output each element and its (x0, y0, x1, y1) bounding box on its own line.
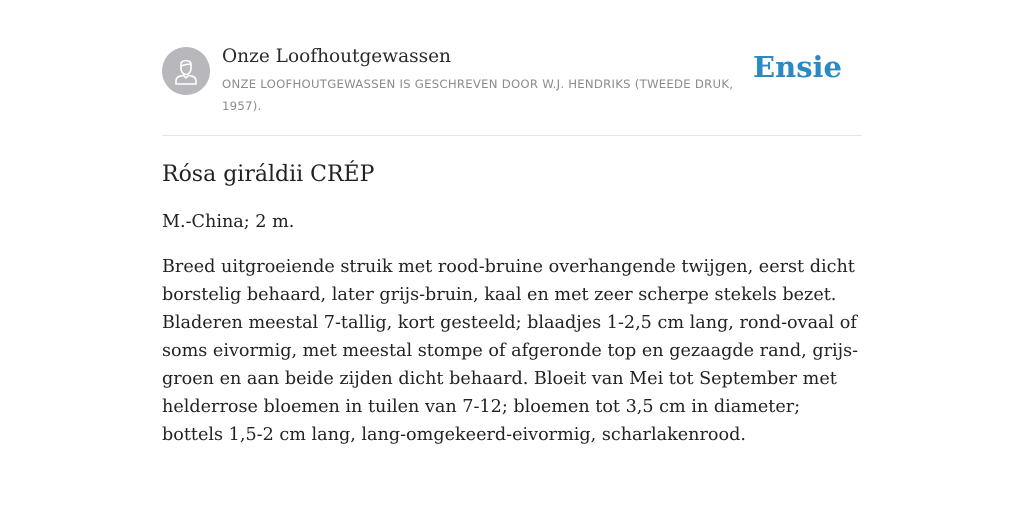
source-title[interactable]: Onze Loofhoutgewassen (222, 46, 451, 67)
entry-content (162, 158, 862, 449)
entry-title: Rósa giráldii CRÉP (162, 162, 375, 187)
ensie-logo[interactable]: Ensie (753, 50, 842, 84)
source-header (162, 42, 862, 136)
source-description: ONZE LOOFHOUTGEWASSEN IS GESCHREVEN DOOR W.J. HENDRIKS (TWEEDE DRUK, 1957). (222, 77, 734, 113)
entry-meta: M.-China; 2 m. (162, 212, 295, 232)
avatar[interactable] (162, 47, 210, 95)
user-icon (162, 47, 210, 95)
entry-body: Breed uitgroeiende struik met rood-bruine overhangende twijgen, eerst dicht borstelig behaard, later grijs-bruin, kaal en met zeer scherpe stekels bezet. Bladeren meestal 7-tallig, kort gesteeld; blaadjes 1-2,5 cm lang, rond-ovaal of soms eivormig, met meestal stompe of afgeronde top en gezaagde rand, grijs-groen en aan beide zijden dicht behaard. Bloeit van Mei tot September met helderrose bloemen in tuilen van 7-12; bloemen tot 3,5 cm in diameter; bottels 1,5-2 cm lang, lang-omgekeerd-eivormig, scharlakenrood. (162, 257, 859, 445)
